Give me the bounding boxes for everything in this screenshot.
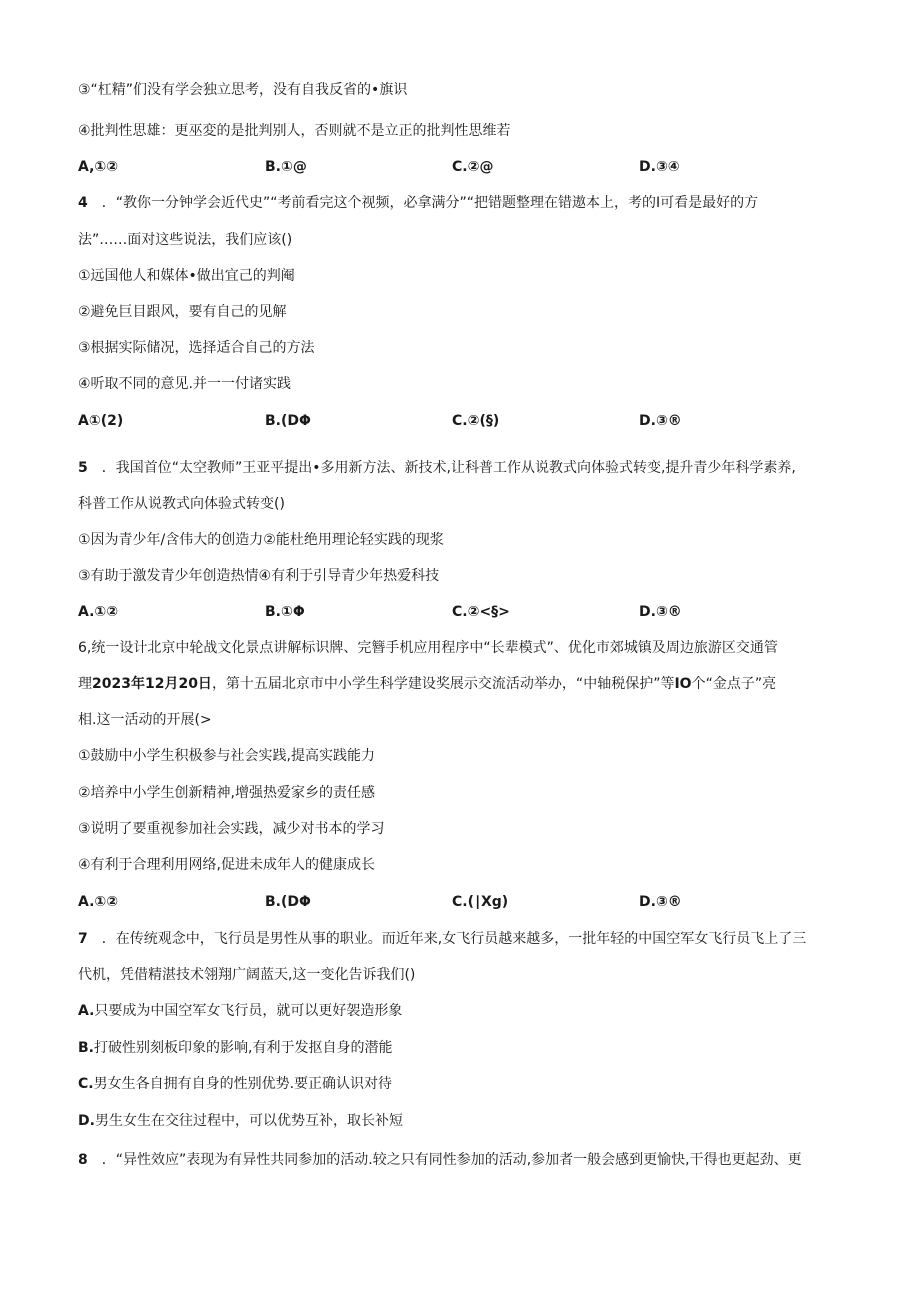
q4-option-d[interactable]: D.③® <box>639 413 682 429</box>
q4-option-b[interactable]: B.(DΦ <box>265 413 311 429</box>
q3-option-a[interactable]: A,①② <box>78 159 119 175</box>
q7-choice-d[interactable] <box>78 1111 403 1131</box>
q5-statement-1: ①因为青少年/含伟大的创造力②能杜绝用理论轻实践的现浆 <box>78 532 444 548</box>
q5-option-a[interactable]: A.①② <box>78 604 119 620</box>
q6-stem-date: 2023年12月20日 <box>92 676 212 692</box>
q7-choice-c-letter: C. <box>78 1076 94 1092</box>
q5-number: 5 <box>78 460 88 476</box>
q7-choice-a-text: 只要成为中国空军女飞行员，就可以更好袈造形象 <box>94 1003 403 1019</box>
q6-statement-3: ③说明了要重视参加社会实践，减少对书本的学习 <box>78 821 385 837</box>
q5-stem-line-1 <box>78 458 796 478</box>
q6-stem-count: IO <box>674 676 692 692</box>
q5-options <box>78 602 838 622</box>
q6-stem-mid: ，第十五届北京市中小学生科学建设奖展示交流活动举办，“中轴税保护”等 <box>211 676 675 692</box>
q7-choice-c-text: 男女生各自拥有自身的性别优势.要正确认识对待 <box>93 1076 393 1092</box>
q7-choice-d-text: 男生女生在交往过程中，可以优势互补，取长补短 <box>94 1113 403 1129</box>
q4-options <box>78 411 838 431</box>
q3-option-c[interactable]: C.②@ <box>452 159 494 175</box>
q5-stem-line-2: 科普工作从说教式向体验式转变() <box>78 496 285 512</box>
q7-number: 7 <box>78 931 88 947</box>
q8-number: 8 <box>78 1152 88 1168</box>
q6-statement-4: ④有利于合理利用网络,促进未成年人的健康成长 <box>78 857 375 873</box>
q6-statement-1: ①鼓励中小学生积极参与社会实践,提高实践能力 <box>78 748 375 764</box>
q6-statement-2: ②培养中小学生创新精神,增强热爱家乡的责任感 <box>78 785 375 801</box>
q7-choice-b[interactable] <box>78 1038 392 1058</box>
q6-option-d[interactable]: D.③® <box>639 894 682 910</box>
q3-statement-4: ④批判性思雄：更巫変的是批判别人，否则就不是立正的批判性思维若 <box>78 123 511 139</box>
q5-statement-2: ③有助于激发青少年创造热情④有利于引导青少年热爱科技 <box>78 568 440 584</box>
q6-stem-line-1: 6,统一设计北京中轮战文化景点讲解标识牌、完簪手机应用程序中“长辈模式”、优化市郊城镇及周边旅游区交通管 <box>78 640 778 656</box>
q7-choice-a-letter: A. <box>78 1003 95 1019</box>
q7-choice-b-letter: B. <box>78 1040 94 1056</box>
q7-stem-text-1: ．在传统观念中，飞行员是男性从事的职业。而近年来,女飞行员越来越多，一批年轻的中国空军女飞行员飞上了三 <box>101 931 807 947</box>
q6-option-b[interactable]: B.(DΦ <box>265 894 311 910</box>
q5-option-b[interactable]: B.①Φ <box>265 604 305 620</box>
q8-stem-text-1: ．“异性效应”表现为有异性共同参加的活动.较之只有同性参加的活动,参加者一般会感到更愉快,干得也更起劲、更 <box>101 1152 802 1168</box>
q7-choice-a[interactable] <box>78 1001 402 1021</box>
q5-option-d[interactable]: D.③® <box>639 604 682 620</box>
q7-stem-line-1 <box>78 929 806 949</box>
q3-option-b[interactable]: B.①@ <box>265 159 307 175</box>
q4-stem-line-1 <box>78 193 758 213</box>
q4-statement-3: ③根据实际储况，选择适合自己的方法 <box>78 340 315 356</box>
q6-stem-line-2 <box>78 674 776 694</box>
q6-option-c[interactable]: C.(∣Xg) <box>452 894 509 910</box>
q4-option-c[interactable]: C.②(§) <box>452 413 500 429</box>
q3-statement-3: ③“杠精”们没有学会独立思考，没有自我反省的•旗识 <box>78 82 408 98</box>
q7-choice-b-text: 打破性别刻板印象的影响,有利于发抠自身的潜能 <box>94 1040 393 1056</box>
q4-number: 4 <box>78 195 88 211</box>
q6-options <box>78 892 838 912</box>
q4-statement-1: ①远国他人和媒体•做出宜己的判阉 <box>78 268 295 284</box>
q6-stem-prefix: 理 <box>78 676 92 692</box>
q8-stem-line-1 <box>78 1150 802 1170</box>
q6-stem-suffix: 个“金点子”亮 <box>691 676 777 692</box>
q4-statement-4: ④听取不同的意见.并一一付诸实践 <box>78 376 292 392</box>
q3-option-d[interactable]: D.③④ <box>639 159 680 175</box>
q4-statement-2: ②避免巨目跟风，要有自己的见解 <box>78 304 287 320</box>
q7-stem-line-2: 代机，凭借精湛技术翎翔广阔蓝天,这一变化告诉我们() <box>78 967 416 983</box>
q6-stem-line-3: 相.这一活动的开展(> <box>78 712 212 728</box>
q4-option-a[interactable]: A①(2) <box>78 413 124 429</box>
q5-option-c[interactable]: C.②<§> <box>452 604 510 620</box>
q7-choice-d-letter: D. <box>78 1113 95 1129</box>
q4-stem-line-2: 法”……面对这些说法，我们应该() <box>78 232 293 248</box>
q7-choice-c[interactable] <box>78 1074 392 1094</box>
q3-options <box>78 157 838 177</box>
q4-stem-text-1: ．“教你一分钟学会近代史”“考前看完这个视频，必拿满分”“把错题整理在错遨本上，考的I可看是最好的方 <box>101 195 759 211</box>
q5-stem-text-1: ．我国首位“太空教师”王亚平提出•多用新方法、新技术,让科普工作从说教式向体验式转变,提升青少年科学素养, <box>101 460 796 476</box>
q6-option-a[interactable]: A.①② <box>78 894 119 910</box>
